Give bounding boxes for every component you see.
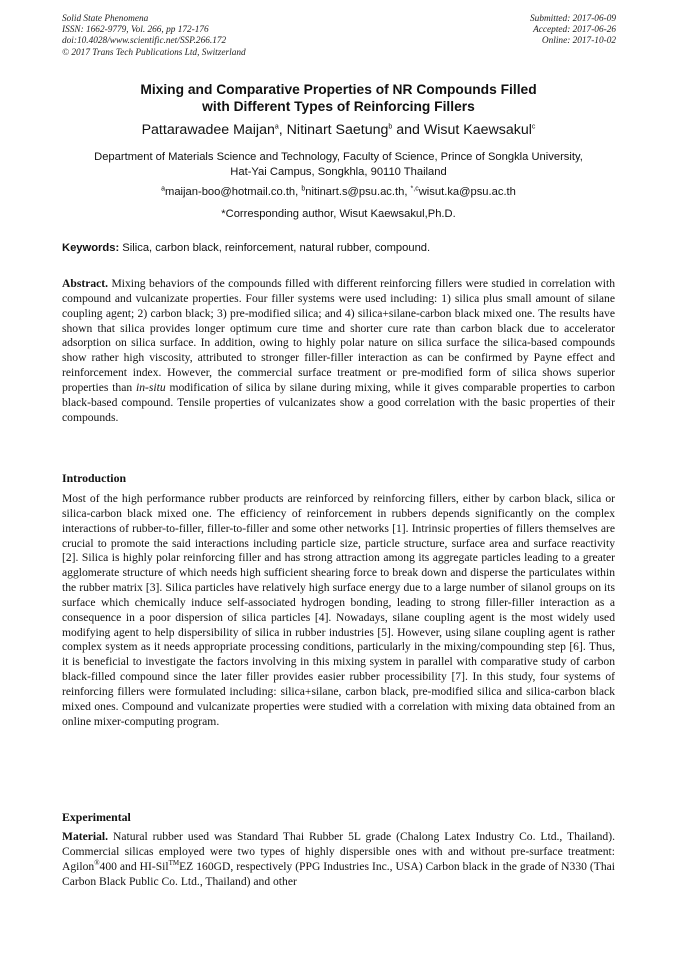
email-address: wisut.ka@psu.ac.th — [418, 186, 516, 198]
keywords-label: Keywords: — [62, 242, 120, 254]
material-label: Material. — [62, 830, 109, 843]
issn: ISSN: 1662-9779, Vol. 266, pp 172-176 — [62, 25, 209, 36]
affiliation-line-1: Department of Materials Science and Technology, Faculty of Science, Prince of Songkla University, — [94, 151, 583, 163]
introduction-text: Most of the high performance rubber products are reinforced by reinforcing fillers, either by carbon black, silica or silica-carbon black mixed one. The efficiency of reinforcement in rubbers depends significantly on the complex interactions of rubber-to-filler, filler-to-filler and some other networks [1]. Intrinsic properties of fillers themselves are crucial to promote the said interactions including particle size, particle structure, surface area and surface reactivity [2]. Silica is highly polar reinforcing filler and has strong attraction among its aggregate particles leading to a greater agglomerate structure of which needs high sufficient shearing force to break down and disperse the particulates within the rubber matrix [3]. Silica particles have relatively high surface energy due to a large number of silanol groups on its surface which chemically induce self-associated hydrogen bonding, leading to strong filler-filler interaction as a consequence in a poor dispersion of silica particles [4]. Nowadays, silane coupling agent is the most widely used modifying agent to help dispersibility of silica in rubber industries [5]. However, using silane coupling agent is rather complex system as it needs appropriate processing conditions, particularly in the mixing/compounding step [6]. Thus, it is beneficial to investigate the factors involving in this mixing system in parallel with comparative study of carbon black-filled compound since the later filler provides easier rubber processibility [7]. In this study, four systems of reinforcing fillers were formulated including: silica+silane, carbon black, pre-modified silica and silica-carbon black mixed ones. Compound and vulcanizate properties were studied with a correlation with mixing data obtained from an online mixer-computing program. — [62, 492, 615, 728]
journal-name: Solid State Phenomena — [62, 14, 149, 24]
material-text: 400 and HI-Sil — [99, 859, 169, 873]
abstract-label: Abstract. — [62, 277, 109, 290]
material-text: Natural rubber used was Standard Thai Rubber 5L grade (Chalong Latex Industry Co. Ltd., Thailand). Commercial silicas employed were two types of highly dispersible ones with and without pre-surface treatment: Agilon — [62, 830, 615, 873]
author-list — [62, 121, 615, 139]
copyright: © 2017 Trans Tech Publications Ltd, Switzerland — [62, 47, 246, 58]
journal-header — [62, 14, 246, 59]
affiliation — [62, 150, 615, 179]
abstract — [62, 277, 615, 425]
corresponding-author: *Corresponding author, Wisut Kaewsakul,Ph.D. — [221, 208, 456, 220]
abstract-text: Mixing behaviors of the compounds filled with different reinforcing fillers were studied in correlation with compound and vulcanizate properties. Four filler systems were used including: 1) silica plus small amount of silane coupling agent; 2) carbon black; 3) pre-modified silica; and 4) silica+silane-carbon black mixed one. The results have shown that silica provides longer optimum cure time and shorter cure rate than carbon black due to accelerator adsorption on silica surface. In addition, owing to highly polar nature on silica surface the silica-based compounds show rather high viscosity, attributed to stronger filler-filler interaction as can be confirmed by Payne effect and reinforcement index. However, the commercial surface treatment or pre-modified form of silica shows superior properties than — [62, 277, 615, 394]
abstract-italic: in-situ — [136, 380, 166, 394]
author-name: Wisut Kaewsakul — [423, 122, 532, 138]
keywords-text: Silica, carbon black, reinforcement, natural rubber, compound. — [119, 242, 431, 254]
trademark-mark: TM — [168, 858, 180, 867]
author-emails — [62, 185, 615, 199]
author-separator: , — [278, 122, 287, 138]
title-line-2: with Different Types of Reinforcing Fillers — [202, 99, 475, 114]
author-sup: b — [388, 123, 393, 131]
abstract-text: modification of silica by silane during mixing, while it gives comparable properties to carbon black-based compound. Tensile properties of vulcanizates show a good correlation with the basic properties of their compounds. — [62, 380, 615, 424]
submitted-date: Submitted: 2017-06-09 — [530, 14, 616, 24]
author-sup: a — [274, 123, 279, 131]
material-text: EZ 160GD, respectively (PPG Industries Inc., USA) Carbon black in the grade of N330 (Thai Carbon Black Public Co. Ltd., Thailand) and other — [62, 859, 615, 888]
author-separator: and — [392, 122, 424, 138]
material-paragraph — [62, 830, 615, 889]
keywords — [62, 241, 615, 255]
introduction-heading: Introduction — [62, 471, 127, 485]
title-line-1: Mixing and Comparative Properties of NR Compounds Filled — [140, 82, 537, 97]
registered-mark: ® — [94, 858, 100, 867]
affiliation-line-2: Hat-Yai Campus, Songkhla, 90110 Thailand — [230, 165, 447, 178]
author-name: Pattarawadee Maijan — [141, 122, 275, 138]
email-address: nitinart.s@psu.ac.th, — [305, 186, 411, 198]
accepted-date: Accepted: 2017-06-26 — [533, 25, 616, 36]
doi: doi:10.4028/www.scientific.net/SSP.266.172 — [62, 36, 227, 47]
email-address: maijan-boo@hotmail.co.th, — [165, 186, 302, 198]
email-sup: b — [301, 185, 306, 193]
email-sup: *,c — [410, 185, 419, 193]
author-sup: c — [531, 123, 536, 131]
online-date: Online: 2017-10-02 — [541, 36, 616, 47]
email-sup: a — [161, 185, 166, 193]
paper-title — [62, 81, 615, 115]
author-name: Nitinart Saetung — [286, 122, 389, 138]
experimental-heading: Experimental — [62, 810, 131, 824]
publication-dates — [530, 14, 616, 48]
